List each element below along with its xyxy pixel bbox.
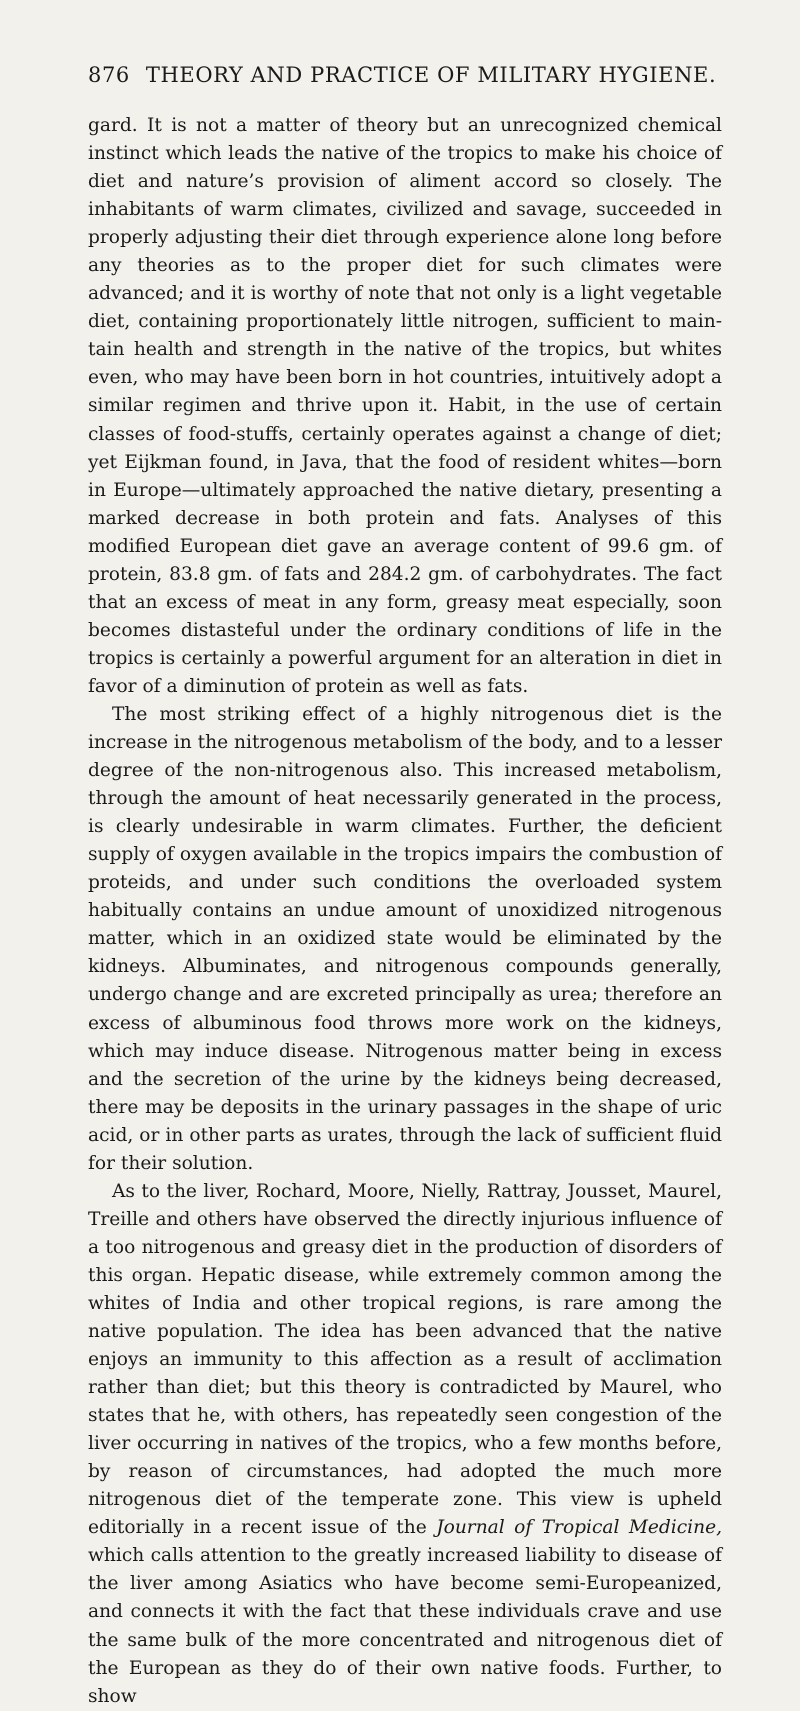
- running-header: [88, 63, 728, 87]
- paragraph-2: The most striking effect of a highly nitrogenous diet is the increase in the nitrogenous metabolism of the body, and to a lesser degree of the non-nitrogenous also. This increased metabolism, through the amount of heat necessarily generated in the process, is clearly undesirable in warm climates. Further, the deficient supply of oxygen available in the tropics impairs the combustion of proteids, and under such conditions the overloaded system habitually contains an undue amount of unoxidized nitrogenous matter, which in an oxidized state would be eliminated by the kidneys. Albuminates, and nitrogenous compounds generally, undergo change and are excreted principally as urea; therefore an excess of albuminous food throws more work on the kidneys, which may induce disease. Nitrogenous matter being in excess and the secretion of the urine by the kidneys being decreased, there may be deposits in the urinary passages in the shape of uric acid, or in other parts as urates, through the lack of sufficient fluid for their solution.: [88, 703, 722, 1174]
- paragraph-1: gard. It is not a matter of theory but an unrecognized chemical instinct which leads the native of the tropics to make his choice of diet and nature’s provision of aliment accord so closely. The inhabitants of warm climates, civilized and savage, succeeded in properly adjusting their diet through experience alone long before any theories as to the proper diet for such climates were advanced; and it is worthy of note that not only is a light vegetable diet, containing proportionately little nitrogen, sufficient to maintain health and strength in the native of the tropics, but whites even, who may have been born in hot countries, intuitively adopt a similar regimen and thrive upon it. Habit, in the use of certain classes of food-stuffs, certainly operates against a change of diet; yet Eijkman found, in Java, that the food of resident whites—born in Europe—ultimately approached the native dietary, presenting a marked decrease in both protein and fats. Analyses of this modified European diet gave an average content of 99.6 gm. of protein, 83.8 gm. of fats and 284.2 gm. of carbohydrates. The fact that an excess of meat in any form, greasy meat especially, soon becomes distasteful under the ordinary conditions of life in the tropics is certainly a powerful argument for an alteration in diet in favor of a diminution of protein as well as fats.: [88, 115, 722, 697]
- running-title: THEORY AND PRACTICE OF MILITARY HYGIENE.: [145, 63, 717, 87]
- paragraph-3: [88, 1178, 722, 1711]
- page-number: 876: [88, 63, 130, 87]
- journal-title: Journal of Tropical Medicine,: [436, 1517, 723, 1539]
- paragraph-3-text-a: As to the liver, Rochard, Moore, Nielly, Rattray, Jousset, Maurel, Treille and others have observed the directly injurious influence of a too nitrogenous and greasy diet in the production of disorders of this organ. Hepatic disease, while extremely common among the whites of India and other tropical regions, is rare among the native population. The idea has been advanced that the native enjoys an immunity to this affection as a result of acclimation rather than diet; but this theory is contradicted by Maurel, who states that he, with others, has repeatedly seen congestion of the liver occurring in natives of the tropics, who a few months before, by reason of circumstances, had adopted the much more nitrogenous diet of the temperate zone. This view is upheld editorially in a recent issue of the: [88, 1180, 722, 1539]
- body-text: [88, 112, 722, 1711]
- paragraph-3-text-b: which calls attention to the greatly increased liability to disease of the liver among Asiatics who have become semi-Europeanized, and connects it with the fact that these individuals crave and use the same bulk of the more concentrated and nitrogenous diet of the European as they do of their own native foods. Further, to show: [88, 1545, 722, 1707]
